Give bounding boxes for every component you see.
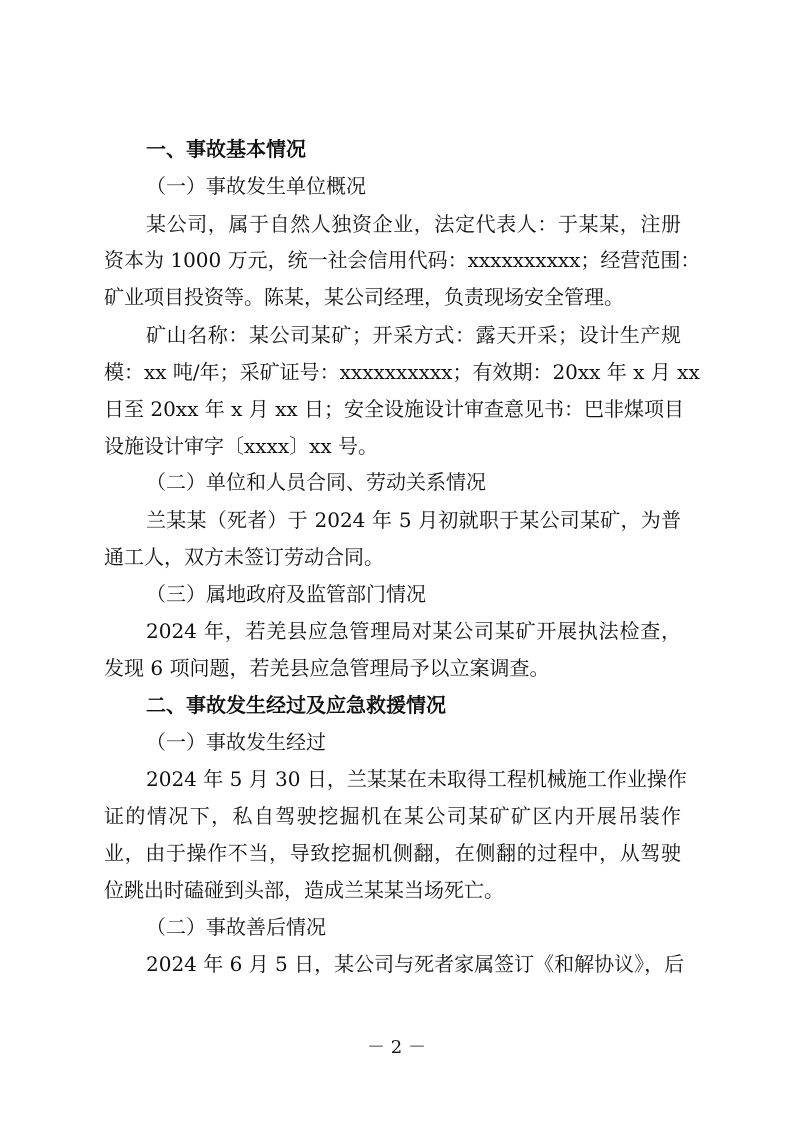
paragraph-line: 资本为 1000 万元，统一社会信用代码：xxxxxxxxxx；经营范围：	[104, 248, 701, 272]
subsection-heading: （二）单位和人员合同、劳动关系情况	[146, 470, 486, 494]
paragraph-line: 2024 年 5 月 30 日，兰某某在未取得工程机械施工作业操作	[146, 767, 687, 791]
paragraph-line: 位跳出时磕碰到头部，造成兰某某当场死亡。	[104, 878, 504, 902]
paragraph-line: 兰某某（死者）于 2024 年 5 月初就职于某公司某矿，为普	[146, 508, 681, 532]
paragraph-line: 2024 年 6 月 5 日，某公司与死者家属签订《和解协议》，后	[146, 952, 685, 976]
subsection-heading: （一）事故发生经过	[146, 730, 326, 754]
section-heading-2: 二、事故发生经过及应急救援情况	[146, 693, 446, 717]
paragraph-line: 日至 20xx 年 x 月 xx 日；安全设施设计审查意见书：巴非煤项目	[104, 397, 684, 421]
subsection-heading: （二）事故善后情况	[146, 915, 326, 939]
paragraph-line: 矿山名称：某公司某矿；开采方式：露天开采；设计生产规	[146, 323, 681, 347]
section-heading-1: 一、事故基本情况	[146, 137, 306, 161]
paragraph-line: 设施设计审字〔xxxx〕xx 号。	[104, 434, 379, 458]
paragraph-line: 模：xx 吨/年；采矿证号：xxxxxxxxxx；有效期：20xx 年 x 月 xx	[104, 360, 700, 384]
paragraph-line: 2024 年，若羌县应急管理局对某公司某矿开展执法检查，	[146, 619, 681, 643]
paragraph-line: 某公司，属于自然人独资企业，法定代表人：于某某，注册	[146, 212, 681, 236]
subsection-heading: （三）属地政府及监管部门情况	[146, 582, 426, 606]
subsection-heading: （一）事故发生单位概况	[146, 174, 366, 198]
paragraph-line: 通工人，双方未签订劳动合同。	[104, 545, 384, 569]
paragraph-line: 发现 6 项问题，若羌县应急管理局予以立案调查。	[104, 656, 550, 680]
paragraph-line: 业，由于操作不当，导致挖掘机侧翻，在侧翻的过程中，从驾驶	[104, 841, 681, 865]
paragraph-line: 矿业项目投资等。陈某，某公司经理，负责现场安全管理。	[104, 285, 624, 309]
paragraph-line: 证的情况下，私自驾驶挖掘机在某公司某矿矿区内开展吊装作	[104, 804, 681, 828]
page-number: － 2 －	[367, 1037, 426, 1058]
